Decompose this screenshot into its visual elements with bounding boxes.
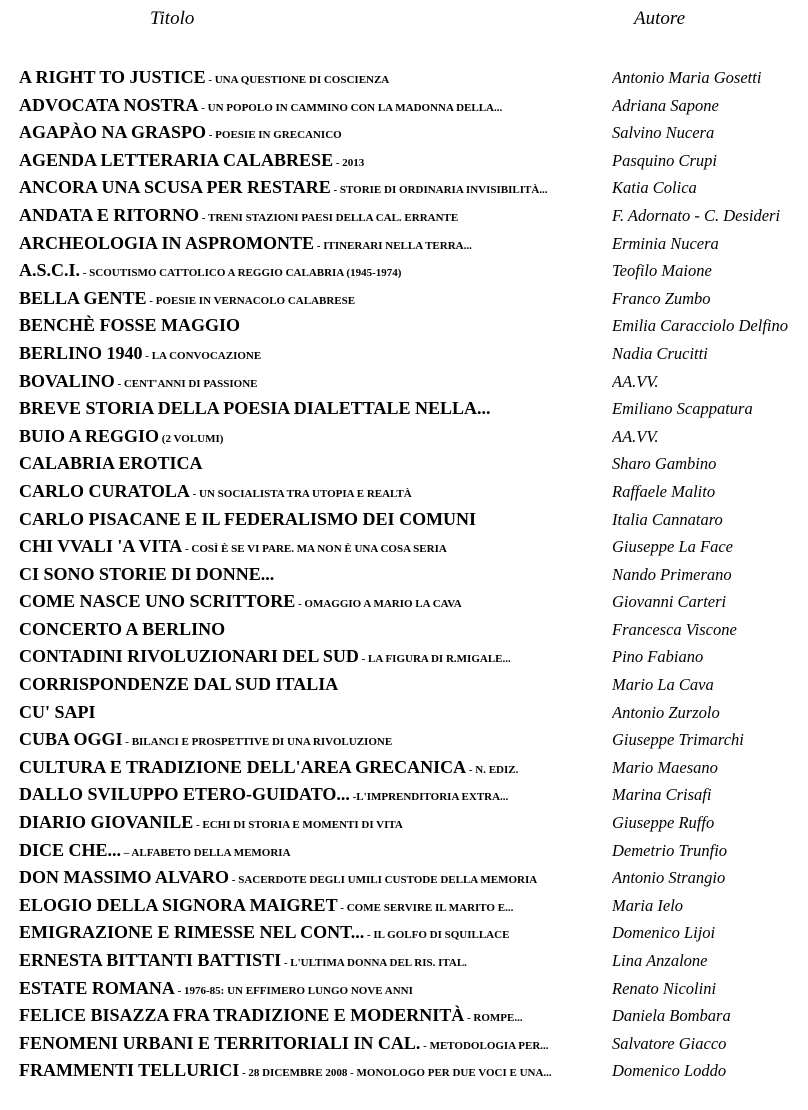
- list-item: [0, 202, 808, 230]
- book-title-cell: [19, 506, 609, 537]
- list-item: [0, 506, 808, 534]
- book-title: A.S.C.I.: [19, 260, 81, 281]
- book-title-cell: [19, 699, 609, 730]
- book-title-cell: [19, 64, 609, 95]
- book-title-cell: [19, 1002, 609, 1033]
- list-item: [0, 671, 808, 699]
- book-title-cell: [19, 892, 609, 923]
- book-title-cell: [19, 119, 609, 150]
- book-subtitle: - ROMPE...: [464, 1012, 523, 1025]
- book-title: BERLINO 1940: [19, 342, 143, 363]
- book-subtitle: - UN POPOLO IN CAMMINO CON LA MADONNA DELLA...: [198, 101, 503, 114]
- list-item: [0, 340, 808, 368]
- book-title: ESTATE ROMANA: [19, 977, 175, 998]
- book-title: CALABRIA EROTICA: [19, 453, 203, 474]
- book-title: CU' SAPI: [19, 701, 96, 722]
- book-title: CONCERTO A BERLINO: [19, 618, 226, 639]
- book-title-cell: [19, 533, 609, 564]
- book-title-cell: [19, 754, 609, 785]
- list-item: [0, 230, 808, 258]
- book-subtitle: - LA FIGURA DI R.MIGALE...: [358, 653, 511, 666]
- book-author: F. Adornato - C. Desideri: [612, 205, 781, 225]
- list-item: [0, 368, 808, 396]
- book-title-cell: [19, 230, 609, 261]
- list-item: [0, 1057, 808, 1085]
- list-item: [0, 423, 808, 451]
- book-title-cell: [19, 174, 609, 205]
- list-item: [0, 312, 808, 340]
- list-item: [0, 947, 808, 975]
- book-subtitle: - TRENI STAZIONI PAESI DELLA CAL. ERRANTE: [199, 211, 459, 224]
- title-column-header: Titolo: [150, 8, 195, 29]
- list-item: [0, 588, 808, 616]
- book-title-cell: [19, 1030, 609, 1061]
- book-title-cell: [19, 947, 609, 978]
- book-author: Mario Maesano: [612, 757, 718, 777]
- book-author: Franco Zumbo: [612, 288, 711, 308]
- book-title: FELICE BISAZZA FRA TRADIZIONE E MODERNITÀ: [19, 1005, 465, 1026]
- book-subtitle: - OMAGGIO A MARIO LA CAVA: [295, 598, 462, 611]
- book-subtitle: - ECHI DI STORIA E MOMENTI DI VITA: [193, 819, 403, 832]
- book-subtitle: - ITINERARI NELLA TERRA...: [314, 239, 472, 252]
- book-author: Renato Nicolini: [612, 978, 717, 998]
- book-title-cell: [19, 671, 609, 702]
- book-title: CARLO CURATOLA: [19, 480, 190, 501]
- list-item: [0, 147, 808, 175]
- book-author: Domenico Lijoi: [612, 923, 716, 943]
- book-subtitle: – ALFABETO DELLA MEMORIA: [121, 846, 291, 859]
- book-title: EMIGRAZIONE E RIMESSE NEL CONT...: [19, 922, 365, 943]
- book-author: Giuseppe Trimarchi: [612, 730, 744, 750]
- book-subtitle: - COSÌ È SE VI PARE. MA NON È UNA COSA SERIA: [182, 543, 447, 556]
- book-title: CARLO PISACANE E IL FEDERALISMO DEI COMUNI: [19, 508, 477, 529]
- book-author: Emiliano Scappatura: [612, 399, 753, 419]
- list-item: [0, 1002, 808, 1030]
- list-item: [0, 699, 808, 727]
- book-title: CULTURA E TRADIZIONE DELL'AREA GRECANICA: [19, 756, 467, 777]
- book-author: Emilia Caracciolo Delfino: [612, 316, 788, 336]
- book-title-cell: [19, 202, 609, 233]
- book-title: DICE CHE...: [19, 839, 122, 860]
- book-title: ANDATA E RITORNO: [19, 204, 200, 225]
- book-author: Raffaele Malito: [612, 481, 716, 501]
- book-author: Salvatore Giacco: [612, 1033, 727, 1053]
- list-item: [0, 92, 808, 120]
- book-subtitle: - 28 DICEMBRE 2008 - MONOLOGO PER DUE VOCI E UNA...: [239, 1067, 552, 1080]
- book-subtitle: - CENT'ANNI DI PASSIONE: [114, 377, 258, 390]
- book-title: DIARIO GIOVANILE: [19, 812, 194, 833]
- book-title-cell: [19, 781, 609, 812]
- list-item: [0, 450, 808, 478]
- book-title-cell: [19, 450, 609, 481]
- book-author: Salvino Nucera: [612, 123, 715, 143]
- book-subtitle: - LA CONVOCAZIONE: [142, 349, 262, 362]
- list-item: [0, 478, 808, 506]
- book-title: DON MASSIMO ALVARO: [19, 867, 230, 888]
- list-item: [0, 616, 808, 644]
- list-item: [0, 837, 808, 865]
- book-subtitle: - STORIE DI ORDINARIA INVISIBILITÀ...: [330, 184, 548, 197]
- list-item: [0, 64, 808, 92]
- book-title: ADVOCATA NOSTRA: [19, 94, 199, 115]
- book-title: A RIGHT TO JUSTICE: [19, 67, 206, 87]
- book-author: Sharo Gambino: [612, 454, 717, 474]
- book-subtitle: - SCOUTISMO CATTOLICO A REGGIO CALABRIA (1945-1974): [80, 267, 402, 280]
- list-item: [0, 561, 808, 589]
- book-title-cell: [19, 368, 609, 399]
- book-author: Katia Colica: [612, 178, 697, 198]
- book-author: Maria Ielo: [612, 895, 684, 915]
- book-title-cell: [19, 588, 609, 619]
- list-header: [0, 8, 808, 38]
- book-title: BELLA GENTE: [19, 287, 147, 308]
- book-subtitle: - 2013: [333, 156, 365, 169]
- list-item: [0, 726, 808, 754]
- list-item: [0, 643, 808, 671]
- list-item: [0, 174, 808, 202]
- book-subtitle: - UN SOCIALISTA TRA UTOPIA E REALTÀ: [189, 487, 412, 500]
- book-title-cell: [19, 478, 609, 509]
- book-subtitle: - L'ULTIMA DONNA DEL RIS. ITAL.: [281, 957, 467, 969]
- list-item: [0, 864, 808, 892]
- book-author: Antonio Strangio: [612, 868, 726, 888]
- list-item: [0, 809, 808, 837]
- book-author: Mario La Cava: [612, 675, 714, 695]
- book-title-cell: [19, 643, 609, 674]
- book-title-cell: [19, 616, 609, 647]
- book-title-cell: [19, 809, 609, 840]
- book-title: CONTADINI RIVOLUZIONARI DEL SUD: [19, 646, 359, 667]
- book-title-cell: [19, 919, 609, 950]
- book-author: Domenico Loddo: [612, 1061, 727, 1081]
- book-title-cell: [19, 395, 609, 426]
- book-title-cell: [19, 1057, 609, 1088]
- list-item: [0, 975, 808, 1003]
- book-title: ERNESTA BITTANTI BATTISTI: [19, 950, 282, 970]
- book-author: Adriana Sapone: [612, 95, 719, 115]
- list-item: [0, 1030, 808, 1058]
- book-title: BENCHÈ FOSSE MAGGIO: [19, 315, 241, 336]
- book-subtitle: -L'IMPRENDITORIA EXTRA...: [349, 791, 509, 804]
- book-title: CUBA OGGI: [19, 729, 123, 750]
- book-author: Marina Crisafi: [612, 785, 712, 805]
- book-title: DALLO SVILUPPO ETERO-GUIDATO...: [19, 784, 350, 805]
- book-subtitle: - SACERDOTE DEGLI UMILI CUSTODE DELLA MEMORIA: [229, 874, 538, 887]
- book-subtitle: - COME SERVIRE IL MARITO E...: [337, 901, 514, 914]
- author-column-header: Autore: [634, 8, 686, 29]
- book-author: Teofilo Maione: [612, 261, 712, 281]
- book-title-cell: [19, 147, 609, 178]
- book-author: Nando Primerano: [612, 564, 732, 584]
- book-title: FENOMENI URBANI E TERRITORIALI IN CAL.: [19, 1032, 421, 1053]
- book-title: ANCORA UNA SCUSA PER RESTARE: [19, 177, 331, 198]
- book-title-cell: [19, 423, 609, 454]
- book-title: ELOGIO DELLA SIGNORA MAIGRET: [19, 894, 338, 915]
- book-title-cell: [19, 312, 609, 343]
- book-author: AA.VV.: [612, 371, 659, 391]
- book-subtitle: - IL GOLFO DI SQUILLACE: [364, 929, 510, 942]
- list-item: [0, 754, 808, 782]
- book-subtitle: - POESIE IN VERNACOLO CALABRESE: [146, 294, 356, 307]
- book-title: FRAMMENTI TELLURICI: [19, 1060, 240, 1081]
- list-item: [0, 781, 808, 809]
- book-subtitle: - POESIE IN GRECANICO: [206, 129, 342, 142]
- book-title: ARCHEOLOGIA IN ASPROMONTE: [19, 232, 315, 253]
- list-item: [0, 257, 808, 285]
- book-author: Antonio Maria Gosetti: [612, 68, 762, 87]
- list-item: [0, 892, 808, 920]
- book-title-cell: [19, 340, 609, 371]
- list-item: [0, 119, 808, 147]
- book-author: Giovanni Carteri: [612, 592, 727, 612]
- book-title-cell: [19, 257, 609, 288]
- list-item: [0, 395, 808, 423]
- book-author: Daniela Bombara: [612, 1006, 731, 1026]
- list-item: [0, 919, 808, 947]
- book-title: CI SONO STORIE DI DONNE...: [19, 563, 275, 584]
- book-subtitle: (2 VOLUMI): [159, 432, 224, 445]
- book-subtitle: - METODOLOGIA PER...: [420, 1039, 549, 1052]
- book-author: Italia Cannataro: [612, 509, 723, 529]
- book-title-cell: [19, 726, 609, 757]
- book-title-cell: [19, 864, 609, 895]
- book-title-cell: [19, 561, 609, 592]
- book-title: COME NASCE UNO SCRITTORE: [19, 591, 296, 612]
- book-title: BUIO A REGGIO: [19, 425, 160, 446]
- book-title-cell: [19, 975, 609, 1006]
- book-author: Pino Fabiano: [612, 647, 704, 667]
- book-author: Nadia Crucitti: [612, 343, 708, 363]
- list-item: [0, 533, 808, 561]
- book-title: AGENDA LETTERARIA CALABRESE: [19, 149, 334, 170]
- book-title-cell: [19, 92, 609, 123]
- book-author: Erminia Nucera: [612, 233, 719, 253]
- book-author: Pasquino Crupi: [612, 150, 717, 170]
- book-author: Giuseppe La Face: [612, 537, 733, 557]
- book-title: CHI VVALI 'A VITA: [19, 536, 183, 557]
- book-author: Demetrio Trunfio: [612, 840, 728, 860]
- book-author: Lina Anzalone: [612, 951, 708, 970]
- book-title: AGAPÀO NA GRASPO: [19, 122, 207, 143]
- book-author: AA.VV.: [612, 426, 659, 446]
- book-list: [0, 64, 808, 1085]
- book-author: Antonio Zurzolo: [612, 702, 720, 722]
- book-subtitle: - N. EDIZ.: [466, 763, 519, 776]
- book-subtitle: - 1976-85: UN EFFIMERO LUNGO NOVE ANNI: [174, 984, 413, 997]
- book-author: Francesca Viscone: [612, 619, 737, 639]
- book-title-cell: [19, 285, 609, 316]
- book-title: BREVE STORIA DELLA POESIA DIALETTALE NELLA...: [19, 398, 491, 419]
- list-item: [0, 285, 808, 313]
- book-subtitle: - UNA QUESTIONE DI COSCIENZA: [205, 74, 390, 86]
- book-author: Giuseppe Ruffo: [612, 813, 715, 833]
- book-title-cell: [19, 837, 609, 868]
- book-title: CORRISPONDENZE DAL SUD ITALIA: [19, 674, 339, 695]
- book-subtitle: - BILANCI E PROSPETTIVE DI UNA RIVOLUZIONE: [122, 736, 393, 749]
- book-title: BOVALINO: [19, 370, 115, 391]
